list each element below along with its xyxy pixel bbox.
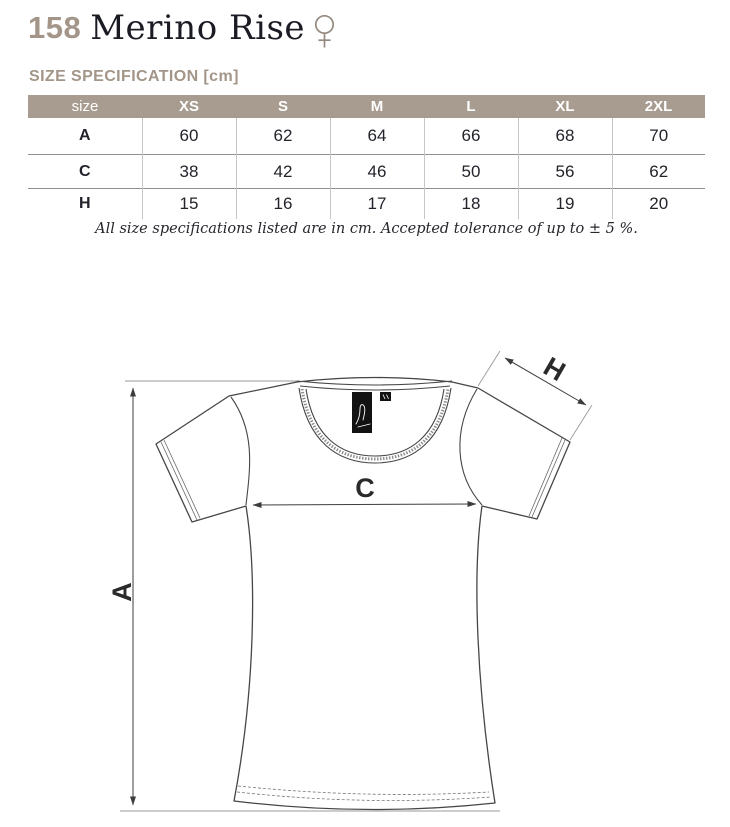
cell-a-l: 66: [424, 118, 518, 155]
size-tag: [380, 392, 391, 401]
cell-c-m: 46: [330, 155, 424, 189]
tshirt-outline: [156, 378, 570, 810]
cell-c-xs: 38: [142, 155, 236, 189]
cell-c-s: 42: [236, 155, 330, 189]
cell-h-xs: 15: [142, 189, 236, 220]
row-label-c: C: [28, 155, 142, 189]
column-header-xs: XS: [142, 95, 236, 118]
cell-h-m: 17: [330, 189, 424, 220]
column-header-s: S: [236, 95, 330, 118]
cell-h-xl: 19: [518, 189, 612, 220]
row-label-h: H: [28, 189, 142, 220]
column-header-m: M: [330, 95, 424, 118]
dimension-label-a: A: [107, 582, 137, 602]
cell-a-m: 64: [330, 118, 424, 155]
row-label-a: A: [78, 127, 91, 144]
cell-c-l: 50: [424, 155, 518, 189]
cell-c-2xl: 62: [612, 155, 705, 189]
cell-a-s: 62: [236, 118, 330, 155]
table-corner-label: size: [28, 95, 142, 118]
dimension-label-c: C: [355, 473, 375, 503]
product-name: Merino Rise: [90, 8, 306, 48]
dimension-label-h: H: [538, 351, 571, 388]
cell-a-xs: 60: [142, 118, 236, 155]
cell-h-l: 18: [424, 189, 518, 220]
cell-h-s: 16: [236, 189, 330, 220]
cell-a-2xl: 70: [612, 118, 705, 155]
product-code: 158: [28, 10, 82, 45]
tolerance-note: All size specifications listed are in cm. Accepted tolerance of up to ± 5 %.: [95, 221, 638, 237]
column-header-xl: XL: [518, 95, 612, 118]
column-header-l: L: [424, 95, 518, 118]
cell-h-2xl: 20: [612, 189, 705, 220]
cell-a-xl: 68: [518, 118, 612, 155]
cell-c-xl: 56: [518, 155, 612, 189]
section-title: SIZE SPECIFICATION [cm]: [29, 68, 239, 85]
column-header-2xl: 2XL: [612, 95, 705, 118]
